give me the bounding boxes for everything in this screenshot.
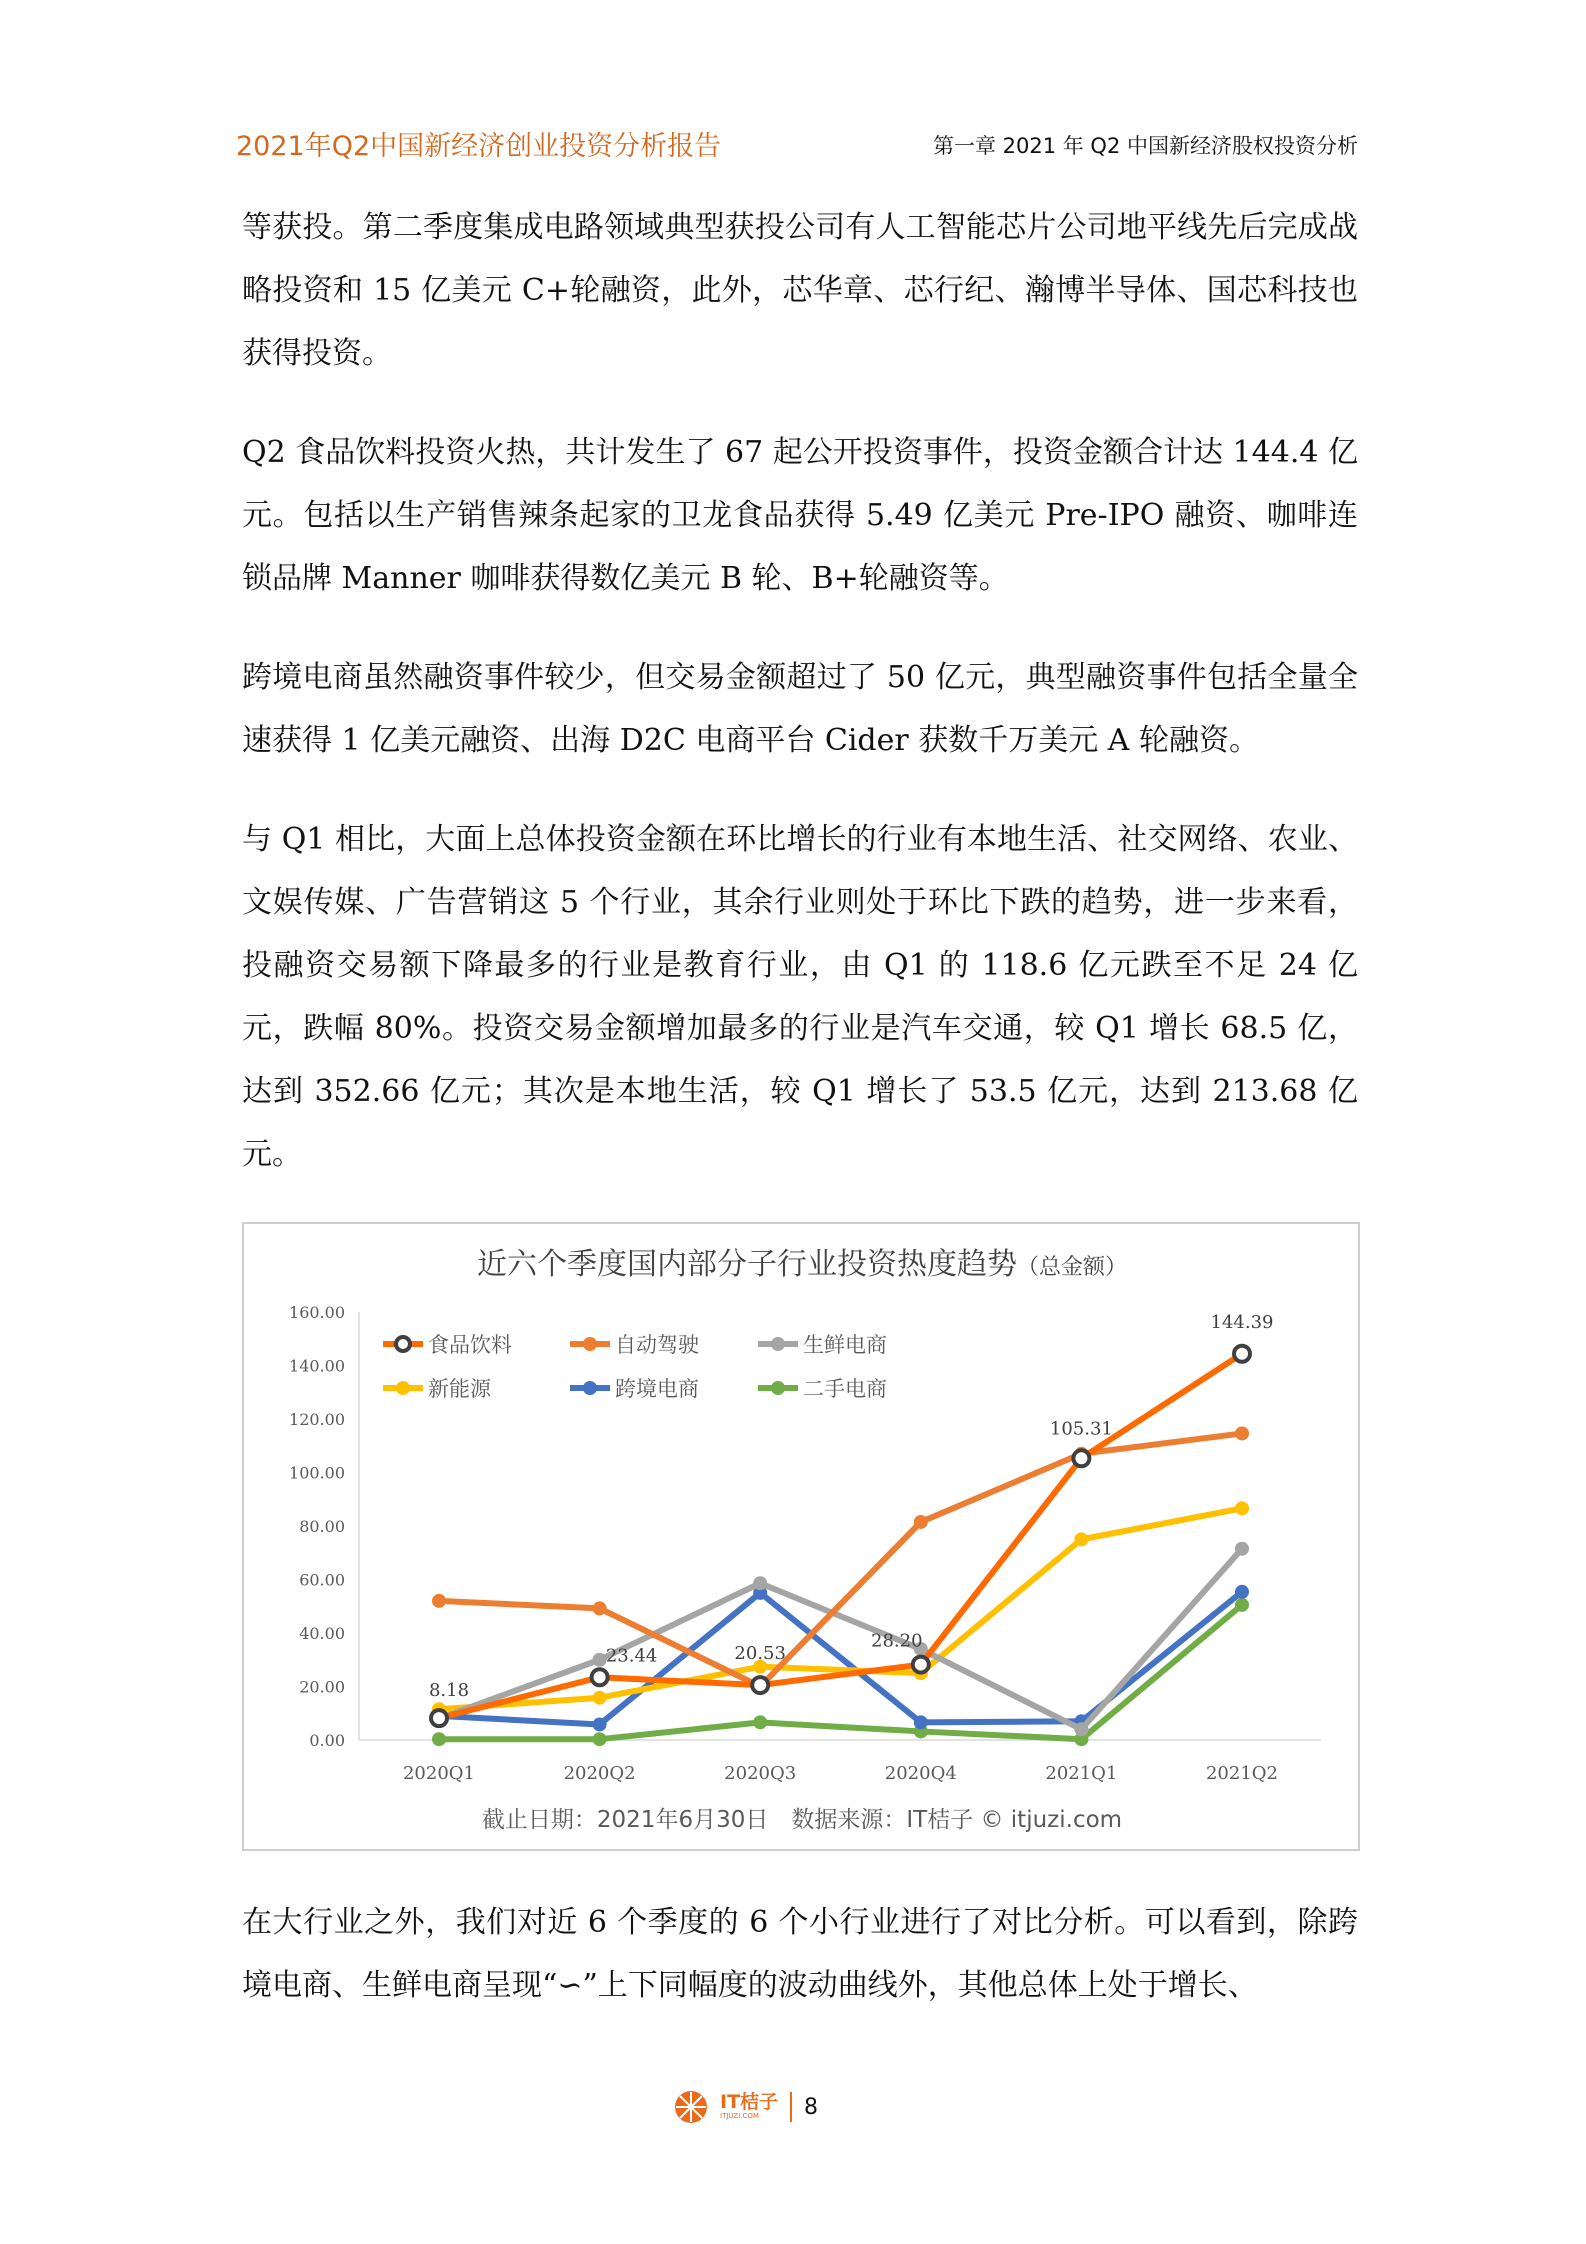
x-tick-label: 2021Q2 bbox=[1205, 1763, 1279, 1784]
orange-logo-icon bbox=[674, 2090, 708, 2124]
y-tick-label: 20.00 bbox=[299, 1677, 345, 1697]
data-point bbox=[1073, 1450, 1089, 1466]
data-point bbox=[593, 1717, 607, 1731]
legend-label: 二手电商 bbox=[803, 1377, 887, 1401]
report-title: 2021年Q2中国新经济创业投资分析报告 bbox=[236, 131, 722, 162]
legend-marker bbox=[396, 1381, 410, 1395]
chapter-title: 第一章 2021 年 Q2 中国新经济股权投资分析 bbox=[932, 134, 1358, 158]
x-tick-label: 2020Q4 bbox=[884, 1763, 957, 1784]
data-label: 8.18 bbox=[428, 1680, 470, 1702]
legend-label: 新能源 bbox=[428, 1377, 491, 1401]
line-chart bbox=[242, 1222, 1360, 1851]
legend-marker bbox=[771, 1381, 785, 1395]
data-point bbox=[592, 1669, 608, 1685]
x-tick-label: 2020Q2 bbox=[563, 1763, 636, 1784]
y-tick-label: 60.00 bbox=[299, 1570, 345, 1590]
data-point bbox=[593, 1691, 607, 1705]
series-line bbox=[439, 1433, 1242, 1686]
series-2 bbox=[432, 1542, 1249, 1737]
paragraph: 跨境电商虽然融资事件较少，但交易金额超过了 50 亿元，典型融资事件包括全量全速获得 1 亿美元融资、出海 D2C 电商平台 Cider 获数千万美元 A 轮融资。 bbox=[242, 660, 1358, 758]
data-point bbox=[593, 1601, 607, 1615]
chart-legend bbox=[383, 1333, 887, 1401]
data-point bbox=[1074, 1532, 1088, 1546]
y-tick-label: 120.00 bbox=[289, 1410, 345, 1429]
legend-label: 自动驾驶 bbox=[615, 1333, 699, 1357]
data-point bbox=[753, 1576, 767, 1590]
data-point bbox=[914, 1515, 928, 1529]
data-point bbox=[752, 1677, 768, 1693]
data-point bbox=[1234, 1346, 1250, 1362]
legend-label: 食品饮料 bbox=[428, 1333, 512, 1357]
data-point bbox=[1235, 1585, 1249, 1599]
page-number: 8 bbox=[804, 2094, 819, 2120]
data-point bbox=[753, 1715, 767, 1729]
y-tick-label: 100.00 bbox=[289, 1463, 345, 1483]
data-point bbox=[1235, 1542, 1249, 1556]
data-labels bbox=[429, 1312, 1274, 1701]
legend-label: 生鲜电商 bbox=[803, 1333, 887, 1357]
chart-subtitle: （总金额） bbox=[1016, 1255, 1128, 1280]
y-tick-label: 40.00 bbox=[299, 1624, 345, 1643]
logo-text: IT桔子 bbox=[720, 2091, 779, 2114]
y-tick-label: 140.00 bbox=[289, 1356, 345, 1376]
data-point bbox=[593, 1653, 607, 1667]
page-footer bbox=[674, 2090, 818, 2124]
logo-subtext: ITJUZI.COM bbox=[720, 2112, 759, 2121]
data-point bbox=[914, 1715, 928, 1729]
divider bbox=[790, 2092, 792, 2122]
paragraph: Q2 食品饮料投资火热，共计发生了 67 起公开投资事件，投资金额合计达 144.4 亿元。包括以生产销售辣条起家的卫龙食品获得 5.49 亿美元 Pre-IPO 融资、咖啡连锁品牌 Manner 咖啡获得数亿美元 B 轮、B+轮融资等。 bbox=[242, 435, 1358, 596]
legend-marker bbox=[771, 1337, 785, 1351]
chart-title bbox=[477, 1247, 1127, 1282]
paragraph: 等获投。第二季度集成电路领域典型获投公司有人工智能芯片公司地平线先后完成战略投资和 15 亿美元 C+轮融资，此外，芯华章、芯行纪、瀚博半导体、国芯科技也获得投资。 bbox=[242, 210, 1358, 371]
y-tick-label: 160.00 bbox=[289, 1303, 345, 1322]
legend-item bbox=[383, 1377, 492, 1401]
page-body bbox=[242, 196, 1358, 2053]
data-point bbox=[1074, 1722, 1088, 1736]
legend-marker bbox=[583, 1381, 597, 1395]
x-tick-label: 2020Q1 bbox=[402, 1763, 476, 1784]
legend-item bbox=[758, 1377, 887, 1401]
legend-item bbox=[383, 1333, 512, 1357]
data-label: 105.31 bbox=[1049, 1418, 1113, 1440]
data-label: 28.20 bbox=[871, 1630, 923, 1652]
series-1 bbox=[432, 1426, 1249, 1693]
data-point bbox=[1235, 1598, 1249, 1612]
x-tick-label: 2021Q1 bbox=[1045, 1763, 1118, 1784]
legend-label: 跨境电商 bbox=[615, 1377, 699, 1401]
data-label: 20.53 bbox=[734, 1643, 786, 1665]
paragraph: 与 Q1 相比，大面上总体投资金额在环比增长的行业有本地生活、社交网络、农业、文娱传媒、广告营销这 5 个行业，其余行业则处于环比下跌的趋势，进一步来看，投融资交易额下降最多的行业是教育行业，由 Q1 的 118.6 亿元跌至不足 24 亿元，跌幅 80%。投资交易金额增加最多的行业是汽车交通，较 Q1 增长 68.5 亿，达到 352.66 亿元；其次是本地生活，较 Q1 增长了 53.5 亿元，达到 213.68 亿元。 bbox=[242, 822, 1358, 1172]
data-label: 23.44 bbox=[605, 1645, 658, 1667]
data-point bbox=[432, 1732, 446, 1746]
legend-marker bbox=[396, 1337, 410, 1351]
y-tick-label: 80.00 bbox=[299, 1517, 345, 1536]
legend-item bbox=[758, 1333, 887, 1357]
data-point bbox=[431, 1710, 447, 1726]
data-point bbox=[432, 1594, 446, 1608]
legend-item bbox=[570, 1377, 699, 1401]
data-point bbox=[593, 1732, 607, 1746]
legend-marker bbox=[583, 1337, 597, 1351]
brand-logo bbox=[720, 2093, 778, 2120]
data-point bbox=[913, 1657, 929, 1673]
y-tick-label: 0.00 bbox=[309, 1731, 345, 1750]
data-label: 144.39 bbox=[1210, 1311, 1274, 1333]
x-tick-label: 2020Q3 bbox=[724, 1763, 797, 1784]
data-point bbox=[1235, 1501, 1249, 1515]
legend-item bbox=[570, 1333, 699, 1357]
series-line bbox=[439, 1354, 1242, 1718]
data-point bbox=[1235, 1426, 1249, 1440]
chart-footnote: 截止日期：2021年6月30日 数据来源：IT桔子 © itjuzi.com bbox=[481, 1807, 1123, 1833]
chart-svg bbox=[244, 1224, 1358, 1849]
paragraph: 在大行业之外，我们对近 6 个季度的 6 个小行业进行了对比分析。可以看到，除跨境电商、生鲜电商呈现“∽”上下同幅度的波动曲线外，其他总体上处于增长、 bbox=[242, 1905, 1358, 2003]
chart-title-main: 近六个季度国内部分子行业投资热度趋势 bbox=[476, 1247, 1017, 1282]
